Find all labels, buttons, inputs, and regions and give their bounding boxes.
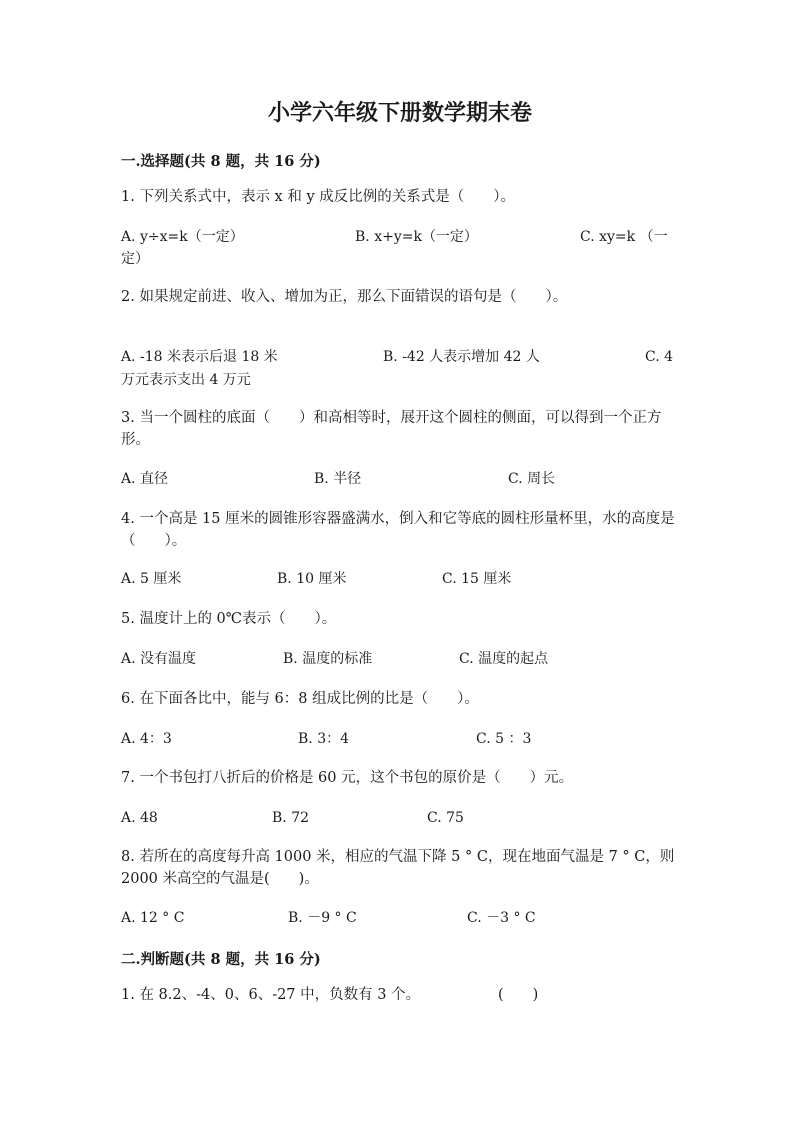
option-wrap: 定） <box>121 251 149 267</box>
option-c: C. 75 <box>427 810 464 826</box>
question-stem: 2. 如果规定前进、收入、增加为正，那么下面错误的语句是（ ）。 <box>121 289 568 305</box>
option-a: A. y÷x=k（一定） <box>121 229 244 245</box>
question-stem: 1. 下列关系式中，表示 x 和 y 成反比例的关系式是（ ）。 <box>121 189 515 205</box>
option-b: B. 半径 <box>314 471 362 487</box>
option-b: B. 温度的标准 <box>283 651 373 667</box>
answer-blank: ( ) <box>498 987 539 1003</box>
question-stem: 6. 在下面各比中，能与 6：8 组成比例的比是（ ）。 <box>121 691 479 707</box>
option-a: A. -18 米表示后退 18 米 <box>121 349 278 365</box>
option-c: C. 5 ：3 <box>476 731 532 747</box>
option-c: C. 15 厘米 <box>442 571 512 587</box>
option-c: C. 4 <box>645 349 674 365</box>
option-wrap: 万元表示支出 4 万元 <box>121 372 251 388</box>
option-a: A. 12 ° C <box>121 910 185 926</box>
option-a: A. 没有温度 <box>121 651 197 667</box>
option-b: B. －9 ° C <box>288 910 357 926</box>
option-b: B. 72 <box>272 810 310 826</box>
question-stem: 4. 一个高是 15 厘米的圆锥形容器盛满水，倒入和它等底的圆柱形量杯里，水的高度是（ ）。 <box>121 511 675 549</box>
option-a: A. 4：3 <box>121 731 172 747</box>
question-stem: 1. 在 8.2、-4、0、6、-27 中，负数有 3 个。 <box>121 987 421 1003</box>
option-b: B. 3：4 <box>298 731 350 747</box>
option-b: B. -42 人表示增加 42 人 <box>383 349 540 365</box>
option-a: A. 直径 <box>121 471 169 487</box>
option-a: A. 5 厘米 <box>121 571 182 587</box>
page-title: 小学六年级下册数学期末卷 <box>267 100 532 126</box>
option-c: C. －3 ° C <box>467 910 536 926</box>
option-a: A. 48 <box>121 810 158 826</box>
question-stem: 7. 一个书包打八折后的价格是 60 元，这个书包的原价是（ ）元。 <box>121 770 574 786</box>
option-c: C. 周长 <box>508 471 556 487</box>
question-stem: 5. 温度计上的 0℃表示（ ）。 <box>121 611 337 627</box>
option-b: B. x+y=k（一定） <box>355 229 478 245</box>
option-c: C. xy=k （一 <box>580 229 668 245</box>
option-c: C. 温度的起点 <box>459 651 549 667</box>
option-b: B. 10 厘米 <box>277 571 347 587</box>
question-stem: 8. 若所在的高度每升高 1000 米，相应的气温下降 5 ° C，现在地面气温是 7 ° C，则 2000 米高空的气温是( )。 <box>121 849 675 887</box>
question-stem: 3. 当一个圆柱的底面（ ）和高相等时，展开这个圆柱的侧面，可以得到一个正方形。 <box>121 410 662 448</box>
section-heading-choice: 一.选择题(共 8 题，共 16 分) <box>121 153 321 170</box>
section-heading-true-false: 二.判断题(共 8 题，共 16 分) <box>121 951 321 968</box>
